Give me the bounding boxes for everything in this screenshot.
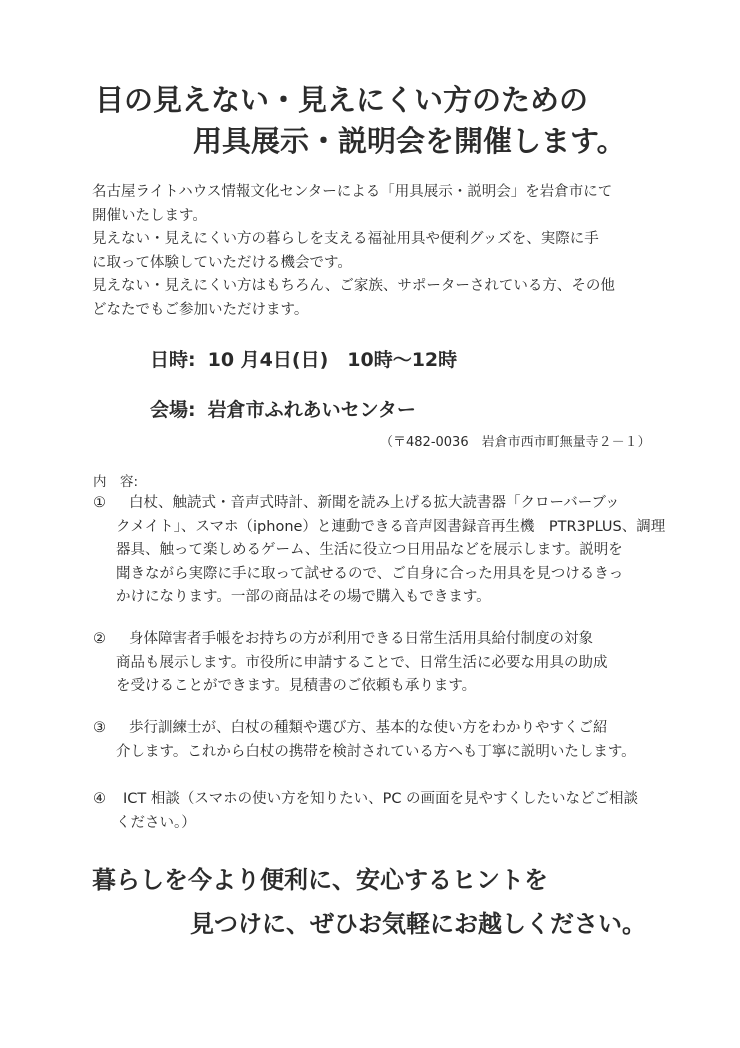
intro-line: どなたでもご参加いただけます。 xyxy=(92,301,309,318)
content-item xyxy=(93,492,666,610)
event-venue xyxy=(150,395,416,422)
title-line-2: 用具展示・説明会を開催します。 xyxy=(193,124,626,158)
content-item xyxy=(93,717,663,764)
item-number: ③ xyxy=(93,720,106,736)
item-line: 聞きながら実際に手に取って試せるので、ご自身に合った用具を見つけるきっ xyxy=(116,565,624,582)
closing-line-2: 見つけに、ぜひお気軽にお越しください。 xyxy=(190,910,646,938)
title-line-1: 目の見えない・見えにくい方のための xyxy=(95,83,589,117)
content-item xyxy=(93,788,663,835)
content-item xyxy=(93,628,663,699)
item-line: ICT 相談（スマホの使い方を知りたい、PC の画面を見やすくしたいなどご相談 xyxy=(123,791,639,807)
item-line: 介します。これから白杖の携帯を検討されている方へも丁寧に説明いたします。 xyxy=(116,743,636,760)
item-line: 商品も展示します。市役所に申請することで、日常生活に必要な用具の助成 xyxy=(116,654,608,671)
item-line: 白杖、触読式・音声式時計、新聞を読み上げる拡大読書器「クローバーブッ xyxy=(129,495,620,511)
intro-line: に取って体験していただける機会です。 xyxy=(92,254,352,271)
intro-paragraph xyxy=(92,181,652,323)
item-number: ② xyxy=(93,631,106,647)
item-line: を受けることができます。見積書のご依頼も承ります。 xyxy=(116,678,477,695)
intro-line: 見えない・見えにくい方の暮らしを支える福祉用具や便利グッズを、実際に手 xyxy=(92,231,599,248)
intro-line: 名古屋ライトハウス情報文化センターによる「用具展示・説明会」を岩倉市にて xyxy=(92,184,613,200)
item-number: ① xyxy=(93,495,106,511)
venue-address: （〒482-0036 岩倉市西市町無量寺２－１） xyxy=(380,435,651,450)
item-line: 器具、触って楽しめるゲーム、生活に役立つ日用品などを展示します。説明を xyxy=(116,542,623,559)
date-label: 日時: xyxy=(150,349,196,371)
venue-label: 会場: xyxy=(150,399,196,421)
item-line: 歩行訓練士が、白杖の種類や選び方、基本的な使い方をわかりやすくご紹 xyxy=(129,720,608,736)
item-line: かけになります。一部の商品はその場で購入もできます。 xyxy=(116,589,491,606)
item-line: クメイト」、スマホ（iphone）と連動できる音声図書録音再生機 PTR3PLUS、調理 xyxy=(116,518,666,535)
item-line: ください。） xyxy=(116,814,196,831)
intro-line: 見えない・見えにくい方はもちろん、ご家族、サポーターされている方、その他 xyxy=(92,278,615,295)
date-value: 10 月4日(日) 10時～12時 xyxy=(207,349,458,371)
venue-value: 岩倉市ふれあいセンター xyxy=(207,399,416,421)
event-date xyxy=(150,345,457,372)
contents-heading: 内 容: xyxy=(93,474,139,490)
item-number: ④ xyxy=(93,791,106,807)
item-line: 身体障害者手帳をお持ちの方が利用できる日常生活用具給付制度の対象 xyxy=(129,631,593,647)
closing-line-1: 暮らしを今より便利に、安心するヒントを xyxy=(92,866,548,894)
intro-line: 開催いたします。 xyxy=(92,207,207,224)
